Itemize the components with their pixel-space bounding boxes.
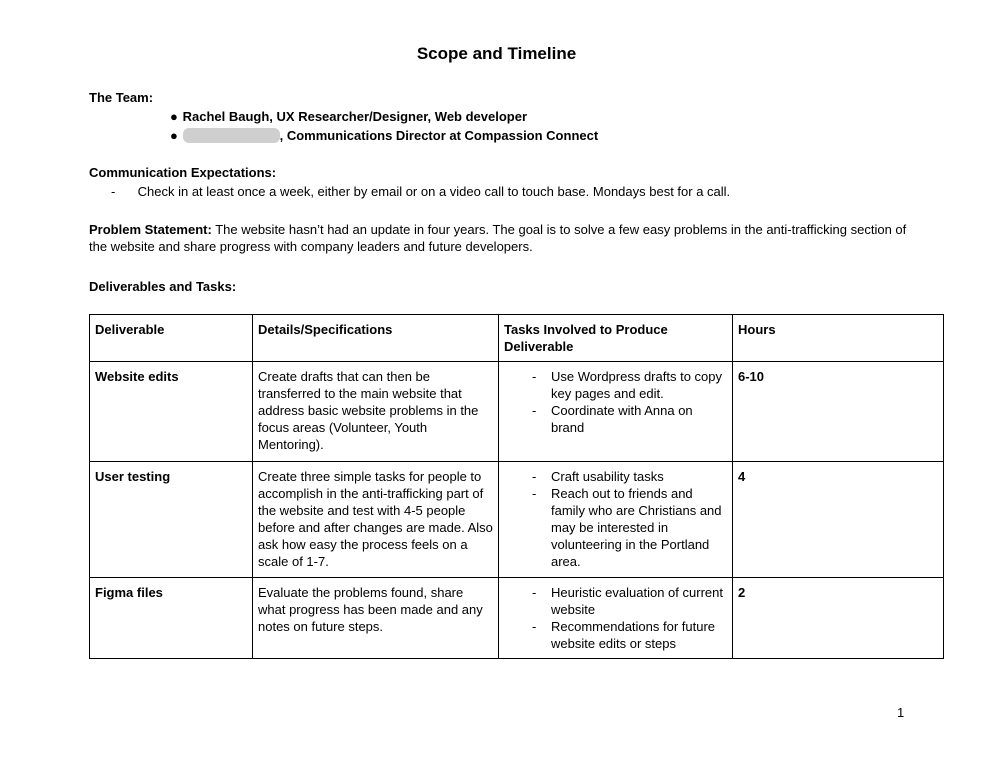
team-member-text: Rachel Baugh, UX Researcher/Designer, Web developer: [182, 109, 528, 124]
tasks-cell: [499, 362, 733, 462]
task-text: Use Wordpress drafts to copy key pages and edit.: [551, 369, 722, 401]
page-title: Scope and Timeline: [416, 44, 577, 63]
dash-marker: -: [532, 619, 537, 634]
tasks-cell: [499, 462, 733, 578]
table-row: [90, 362, 944, 462]
dash-marker: -: [532, 585, 537, 600]
task-item: [504, 618, 727, 652]
task-text: Heuristic evaluation of current website: [551, 585, 723, 617]
redacted-name: [183, 128, 280, 143]
communication-label: Communication Expectations:: [89, 165, 277, 180]
dash-marker: -: [532, 403, 537, 418]
bullet-icon: ●: [170, 109, 178, 124]
task-item: [504, 468, 727, 485]
task-text: Recommendations for future website edits or steps: [551, 619, 716, 651]
table-row: [90, 462, 944, 578]
deliverables-label: Deliverables and Tasks:: [89, 279, 237, 294]
page-number: 1: [897, 705, 905, 720]
header-cell: Hours: [733, 315, 944, 362]
communication-text: Check in at least once a week, either by email or on a video call to touch base. Mondays best for a call.: [137, 184, 731, 199]
table-header-row: [90, 315, 944, 362]
problem-statement: [89, 221, 909, 255]
hours-cell: 6-10: [733, 362, 944, 462]
header-cell: Tasks Involved to Produce Deliverable: [499, 315, 733, 362]
task-item: [504, 485, 727, 570]
team-member-text: , Communications Director at Compassion Connect: [279, 128, 599, 143]
dash-marker: -: [532, 369, 537, 384]
dash-marker: -: [111, 184, 116, 199]
dash-marker: -: [532, 469, 537, 484]
details-cell: Create drafts that can then be transferred to the main website that address basic website problems in the focus areas (Volunteer, Youth Mentoring).: [253, 362, 499, 462]
problem-label: Problem Statement:: [89, 222, 212, 237]
header-cell: Details/Specifications: [253, 315, 499, 362]
hours-cell: 4: [733, 462, 944, 578]
deliverable-cell: User testing: [90, 462, 253, 578]
details-cell: Evaluate the problems found, share what progress has been made and any notes on future steps.: [253, 578, 499, 659]
bullet-icon: ●: [170, 128, 178, 143]
communication-item: [111, 183, 730, 200]
task-text: Craft usability tasks: [551, 469, 664, 484]
task-text: Reach out to friends and family who are Christians and may be interested in volunteering in the Portland area.: [551, 486, 722, 569]
team-member: [170, 127, 598, 144]
details-cell: Create three simple tasks for people to accomplish in the anti-trafficking part of the website and test with 4-5 people before and after changes are made. Also ask how easy the process feels on a scale of 1-7.: [253, 462, 499, 578]
task-item: [504, 584, 727, 618]
deliverable-cell: Figma files: [90, 578, 253, 659]
task-item: [504, 402, 727, 436]
header-cell: Deliverable: [90, 315, 253, 362]
problem-text: The website hasn’t had an update in four years. The goal is to solve a few easy problems in the anti-trafficking section of the website and share progress with company leaders and future developers.: [89, 222, 907, 254]
deliverable-cell: Website edits: [90, 362, 253, 462]
team-member: [170, 108, 527, 125]
hours-cell: 2: [733, 578, 944, 659]
team-label: The Team:: [89, 90, 154, 105]
dash-marker: -: [532, 486, 537, 501]
task-item: [504, 368, 727, 402]
task-text: Coordinate with Anna on brand: [551, 403, 693, 435]
table-row: [90, 578, 944, 659]
deliverables-table: [89, 314, 944, 659]
tasks-cell: [499, 578, 733, 659]
